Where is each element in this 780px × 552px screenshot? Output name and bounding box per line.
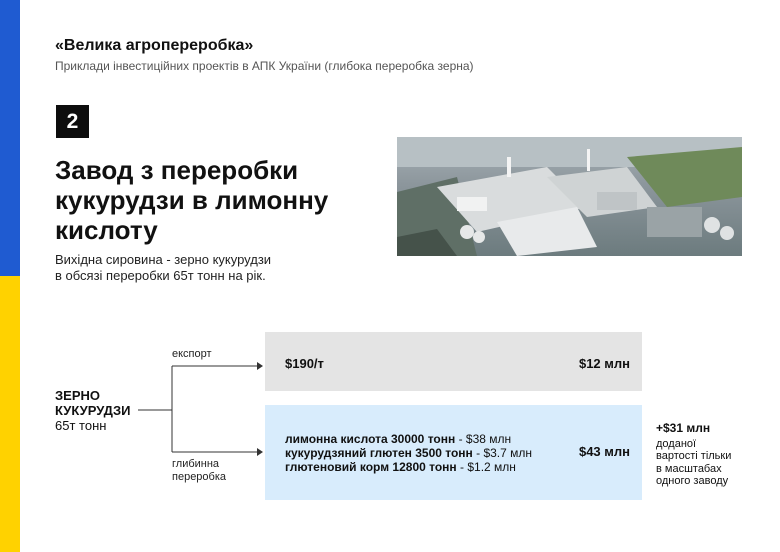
header-title: «Велика агропереробка» [55,37,254,54]
export-label: експорт [172,348,212,360]
description-line: в обсязі переробки 65т тонн на рік. [55,268,266,283]
page-title-line: кислоту [55,215,158,245]
added-value-line: одного заводу [656,475,729,487]
added-value-line: в масштабах [656,462,722,475]
added-value-line: вартості тільки [656,450,732,462]
product-item [285,460,532,474]
product-value: - $1.2 млн [456,460,516,474]
page-title-line: Завод з переробки [55,155,299,185]
slide-number-badge: 2 [56,105,89,138]
export-price: $190/т [285,356,324,371]
deep-processing-label-line: переробка [172,471,227,483]
page-title-line: кукурудзи в лимонну [55,185,329,215]
product-name: кукурудзяний глютен 3500 тонн [285,446,473,460]
source-amount: 65т тонн [55,418,107,433]
source-label [55,388,131,418]
product-value: - $38 млн [455,432,512,446]
product-value: - $3.7 млн [472,446,533,460]
product-name: лимонна кислота 30000 тонн [285,432,456,446]
added-value-note [656,422,731,488]
product-name: глютеновий корм 12800 тонн [285,460,457,474]
deep-processing-label [172,458,226,484]
description-line: Вихідна сировина - зерно кукурудзи [55,252,272,267]
source-label-line: КУКУРУДЗИ [55,403,131,418]
added-value-amount: +$31 млн [656,421,711,435]
deep-processing-total: $43 млн [578,444,630,459]
product-item [285,446,532,460]
product-item [285,432,532,446]
added-value-line: доданої [656,437,697,450]
source-label-line: ЗЕРНО [55,388,100,403]
export-total: $12 млн [578,356,630,371]
header-subtitle: Приклади інвестиційних проектів в АПК України (глибока переробка зерна) [55,59,474,73]
product-list [285,432,532,474]
deep-processing-label-line: глибинна [172,458,220,470]
